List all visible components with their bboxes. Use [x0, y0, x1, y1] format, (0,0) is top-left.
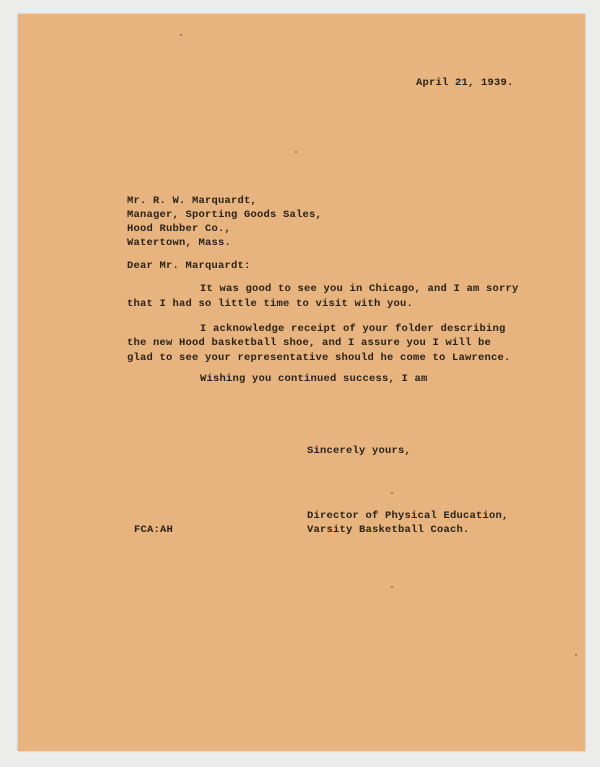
closing: Sincerely yours,: [307, 445, 412, 457]
body-paragraph-2-line-3: glad to see your representative should he come to Lawrence.: [127, 352, 511, 364]
address-line-3: Hood Rubber Co.,: [127, 223, 232, 235]
paper-speck: [295, 151, 297, 153]
paper-speck: [391, 492, 393, 494]
body-paragraph-1-line-2: that I had so little time to visit with you.: [127, 298, 414, 310]
letter-page: [18, 14, 585, 751]
address-line-4: Watertown, Mass.: [127, 237, 232, 249]
paper-speck: [391, 586, 393, 588]
typist-initials: FCA:AH: [134, 524, 174, 536]
body-paragraph-3-line-1: Wishing you continued success, I am: [200, 373, 428, 385]
signature-line-1: Director of Physical Education,: [307, 510, 509, 522]
address-line-2: Manager, Sporting Goods Sales,: [127, 209, 323, 221]
address-line-1: Mr. R. W. Marquardt,: [127, 195, 258, 207]
signature-line-2: Varsity Basketball Coach.: [307, 524, 470, 536]
letter-date: April 21, 1939.: [416, 77, 514, 89]
body-paragraph-2-line-2: the new Hood basketball shoe, and I assure you I will be: [127, 337, 492, 349]
body-paragraph-1-line-1: It was good to see you in Chicago, and I am sorry: [200, 283, 519, 295]
body-paragraph-2-line-1: I acknowledge receipt of your folder describing: [200, 323, 506, 335]
salutation: Dear Mr. Marquardt:: [127, 260, 251, 272]
paper-speck: [180, 34, 182, 36]
paper-speck: [575, 654, 577, 656]
